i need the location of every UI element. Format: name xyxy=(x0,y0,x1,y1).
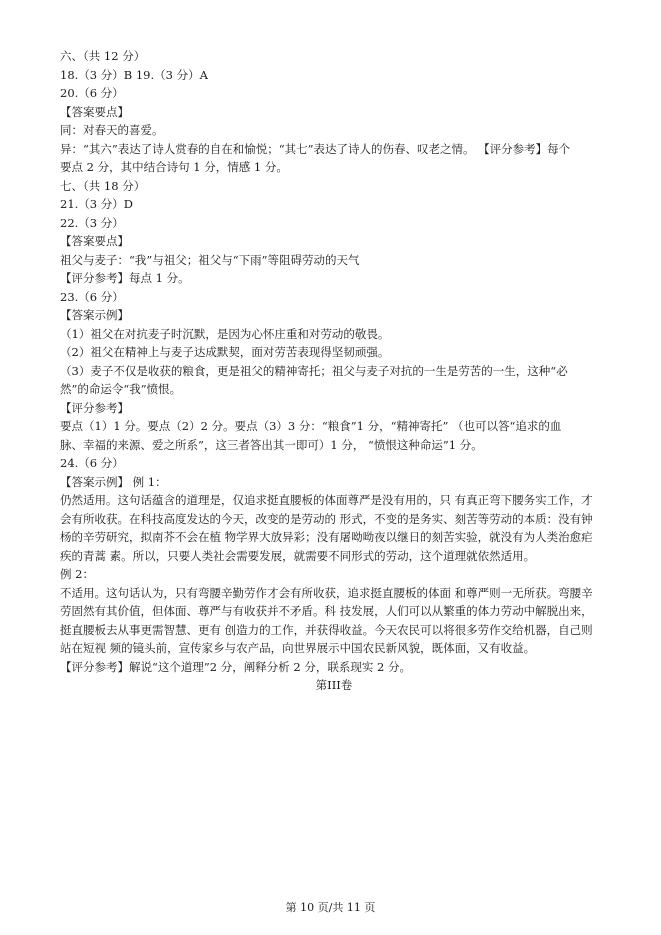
answer-20-scoring: 要点 2 分，其中结合诗句 1 分，情感 1 分。 xyxy=(60,160,288,174)
scoring-label: 【评分参考】 xyxy=(60,400,129,415)
example-2-line-1: 不适用。这句话认为，只有弯腰辛勤劳作才会有所收获，追求挺直腰板的体面 和尊严则一无所获。弯腰辛 xyxy=(60,585,593,600)
example-2-line-2: 劳固然有其价值，但体面、尊严与有收获并不矛盾。科 技发展，人们可以从繁重的体力劳动中解脱出来， xyxy=(60,604,593,618)
section-title-part-3: 第III卷 xyxy=(315,678,353,692)
answer-21: 21.（3 分）D xyxy=(60,197,133,211)
answer-24-scoring: 【评分参考】解说“这个道理”2 分，阐释分析 2 分，联系现实 2 分。 xyxy=(60,659,411,674)
question-24: 24.（6 分） xyxy=(60,456,124,470)
answer-23-point-2: （2）祖父在精神上与麦子达成默契，面对劳苦表现得坚韧顽强。 xyxy=(60,345,390,359)
page-number-footer: 第 10 页/共 11 页 xyxy=(285,901,376,914)
answer-23-point-3-cont: 然”的命运令“我”愤恨。 xyxy=(60,382,182,396)
example-1-line-2: 会有所收获。在科技高度发达的今天，改变的是劳动的 形式，不变的是务实、刻苦等劳动的本质：没有钟 xyxy=(60,511,593,526)
example-2-label: 例 2： xyxy=(60,567,94,581)
question-20: 20.（6 分） xyxy=(60,86,124,100)
example-2-line-4: 站在短视 频的镜头前，宣传家乡与农产品，向世界展示中国农民新风貌，既体面，又有收益。 xyxy=(60,641,536,655)
answer-23-scoring-cont: 脉、幸福的来源、爱之所系”，这三者答出其一即可）1 分， “愤恨这种命运”1 分。 xyxy=(60,437,483,452)
answer-points-label: 【答案要点】 xyxy=(60,234,129,248)
example-2-line-3: 挺直腰板去从事更需智慧、更有 创造力的工作，并获得收益。今天农民可以将很多劳作交给机器，自己则 xyxy=(60,622,593,637)
answer-20-same: 同：对春天的喜爱。 xyxy=(60,123,164,137)
answer-key-body xyxy=(60,47,608,695)
answer-22-scoring: 【评分参考】每点 1 分。 xyxy=(60,271,190,285)
question-22: 22.（3 分） xyxy=(60,215,124,230)
answer-22-points: 祖父与麦子：“我”与祖父；祖父与“下雨”等阻碍劳动的天气 xyxy=(60,252,360,267)
answer-23-point-3: （3）麦子不仅是收获的粮食，更是祖父的精神寄托；祖父与麦子对抗的一生是劳苦的一生，这种“必 xyxy=(60,363,568,378)
section-heading-7: 七、（共 18 分） xyxy=(60,178,146,193)
answer-23-scoring: 要点（1）1 分。要点（2）2 分。要点（3）3 分：“粮食”1 分，“精神寄托” （也可以答“追求的血 xyxy=(60,419,562,433)
question-23: 23.（6 分） xyxy=(60,289,124,304)
example-1-line-4: 疾的青蒿 素。所以，只要人类社会需要发展，就需要不同形式的劳动，这个道理就依然适用。 xyxy=(60,548,536,563)
section-heading-6: 六、（共 12 分） xyxy=(60,49,146,63)
example-1-line-1: 仍然适用。这句话蕴含的道理是，仅追求挺直腰板的体面尊严是没有用的，只 有真正弯下腰务实工作，才 xyxy=(60,493,593,507)
example-1-line-3: 杨的辛劳研究，拟南芥不会在植 物学界大放异彩；没有屠呦呦夜以继日的刻苦实验，就没有为人类治愈疟 xyxy=(60,530,593,544)
answer-example-1-label: 【答案示例】 例 1： xyxy=(60,474,167,489)
answer-23-point-1: （1）祖父在对抗麦子时沉默，是因为心怀庄重和对劳动的敬畏。 xyxy=(60,326,390,341)
answer-example-label: 【答案示例】 xyxy=(60,308,129,322)
answer-18-19: 18.（3 分）B 19.（3 分）A xyxy=(60,67,208,82)
answer-points-label: 【答案要点】 xyxy=(60,104,129,119)
answer-20-diff: 异：“其六”表达了诗人赏春的自在和愉悦；“其七”表达了诗人的伤春、叹老之情。 【评分参考】每个 xyxy=(60,141,571,156)
